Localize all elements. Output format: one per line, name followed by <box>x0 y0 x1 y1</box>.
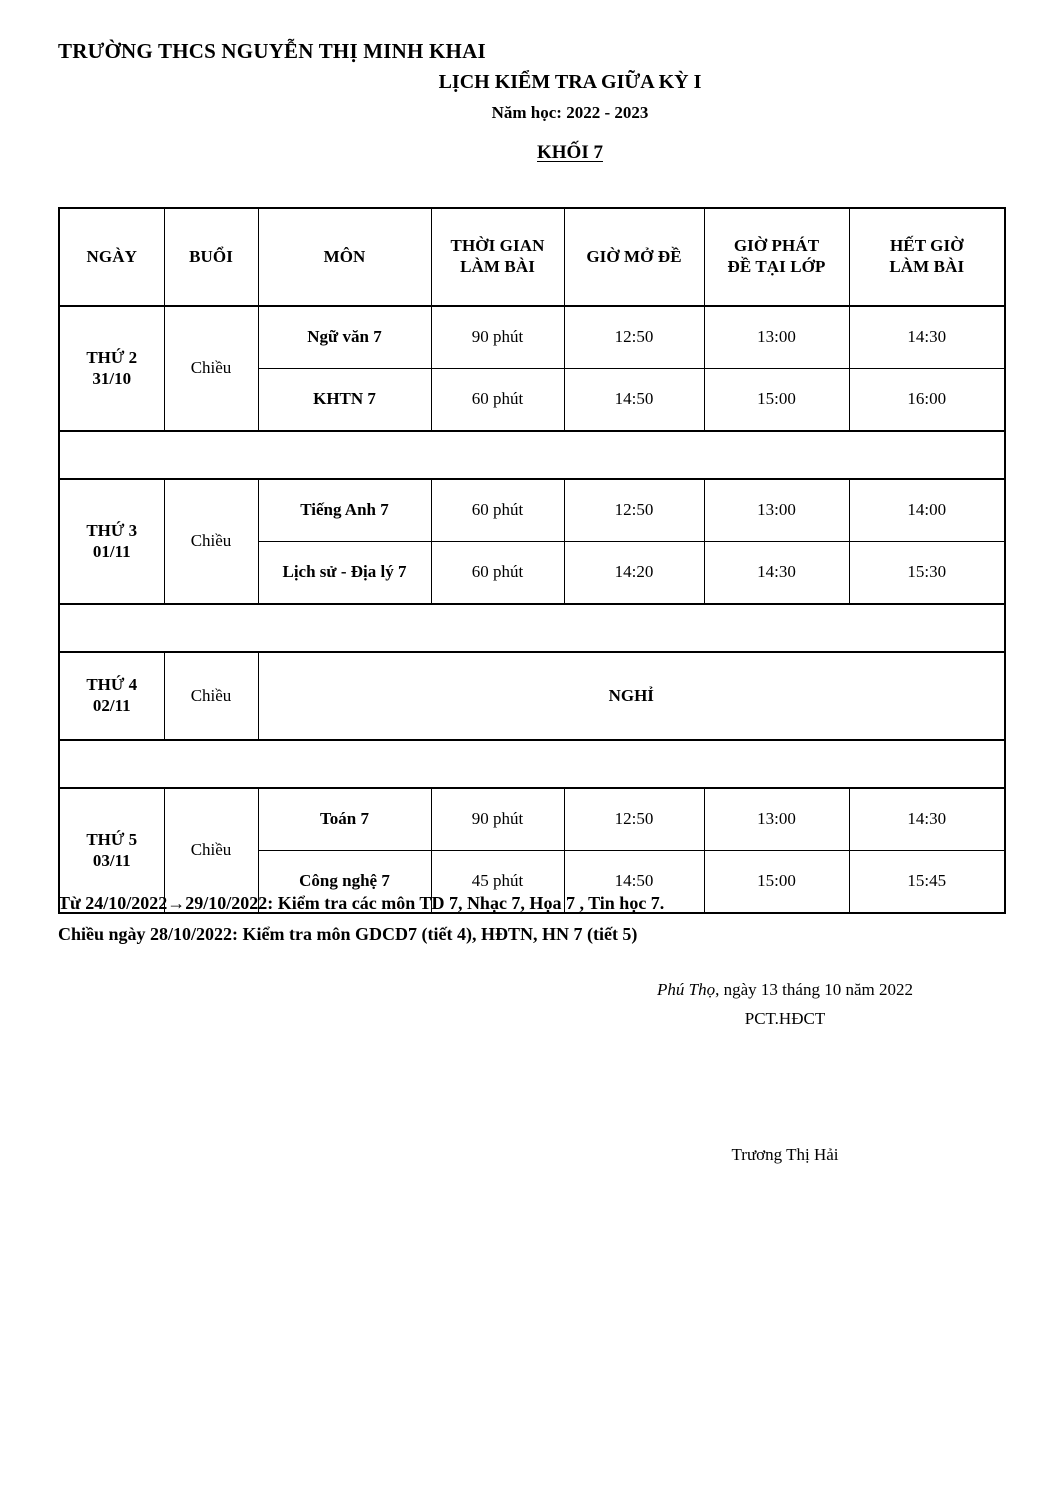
day-cell-0 <box>59 306 164 431</box>
spacer-cell-0 <box>59 431 1005 479</box>
note-line-1: Từ 24/10/2022→29/10/2022: Kiểm tra các môn TD 7, Nhạc 7, Họa 7 , Tin học 7. <box>58 893 665 913</box>
duration-cell-0-0: 90 phút <box>431 306 564 369</box>
table-row <box>59 788 1005 851</box>
col-header-gio-phat-de-line2: ĐỀ TẠI LỚP <box>727 257 826 276</box>
day-date-0: 31/10 <box>92 368 132 388</box>
open-time-cell-3-1: 14:50 <box>564 851 704 914</box>
subject-cell-0-0: Ngữ văn 7 <box>258 306 431 369</box>
notes-section <box>58 888 1004 950</box>
col-header-gio-mo-de-line1: GIỜ MỞ ĐỀ <box>586 246 682 266</box>
subject-cell-3-1: Công nghệ 7 <box>258 851 431 914</box>
day-name-3: THỨ 5 <box>86 829 138 849</box>
day-date-3: 03/11 <box>92 850 131 870</box>
handout-time-cell-0-0: 13:00 <box>704 306 849 369</box>
signature-block <box>560 978 1010 1031</box>
subject-cell-0-1: KHTN 7 <box>258 369 431 432</box>
note-line-2: Chiều ngày 28/10/2022: Kiểm tra môn GDCD7 (tiết 4), HĐTN, HN 7 (tiết 5) <box>58 923 638 944</box>
spacer-cell-2 <box>59 740 1005 788</box>
col-header-mon-line1: MÔN <box>323 246 366 266</box>
col-header-het-gio-line2: LÀM BÀI <box>889 257 965 276</box>
school-year: Năm học: 2022 - 2023 <box>491 103 649 123</box>
day-name-0: THỨ 2 <box>86 347 138 367</box>
duration-cell-1-1: 60 phút <box>431 542 564 605</box>
col-header-gio-phat-de <box>704 208 849 306</box>
day-name-2: THỨ 4 <box>86 675 138 695</box>
open-time-cell-1-0: 12:50 <box>564 479 704 542</box>
day-cell-2 <box>59 652 164 740</box>
col-header-buoi <box>164 208 258 306</box>
col-header-het-gio-lam-bai <box>849 208 1005 306</box>
schedule-table-body <box>59 208 1005 913</box>
handout-time-cell-3-0: 13:00 <box>704 788 849 851</box>
session-cell-1: Chiều <box>164 479 258 604</box>
session-cell-3: Chiều <box>164 788 258 913</box>
table-row <box>59 306 1005 369</box>
table-row <box>59 479 1005 542</box>
col-header-ngay <box>59 208 164 306</box>
day-cell-1 <box>59 479 164 604</box>
open-time-cell-0-1: 14:50 <box>564 369 704 432</box>
session-cell-0: Chiều <box>164 306 258 431</box>
signature-date: , ngày 13 tháng 10 năm 2022 <box>715 980 913 999</box>
col-header-buoi-line1: BUỔI <box>189 246 233 266</box>
spacer-row-1 <box>59 604 1005 652</box>
end-time-cell-0-0: 14:30 <box>849 306 1005 369</box>
document-header <box>58 38 1004 164</box>
handout-time-cell-1-0: 13:00 <box>704 479 849 542</box>
grade-label-row <box>58 142 1004 164</box>
open-time-cell-0-0: 12:50 <box>564 306 704 369</box>
day-name-1: THỨ 3 <box>86 520 138 540</box>
day-date-1: 01/11 <box>92 541 131 561</box>
signature-place: Phú Thọ <box>657 980 716 999</box>
session-cell-2: Chiều <box>164 652 258 740</box>
col-header-thoi-gian-line1: THỜI GIAN <box>450 236 545 256</box>
handout-time-cell-1-1: 14:30 <box>704 542 849 605</box>
col-header-thoi-gian-lam-bai <box>431 208 564 306</box>
end-time-cell-3-0: 14:30 <box>849 788 1005 851</box>
signature-place-date <box>560 978 1010 1003</box>
duration-cell-1-0: 60 phút <box>431 479 564 542</box>
schedule-table <box>58 207 1006 914</box>
signature-name: Trương Thị Hải <box>731 1145 839 1164</box>
subject-cell-3-0: Toán 7 <box>258 788 431 851</box>
open-time-cell-3-0: 12:50 <box>564 788 704 851</box>
school-name: TRƯỜNG THCS NGUYỄN THỊ MINH KHAI <box>58 39 486 63</box>
col-header-mon <box>258 208 431 306</box>
day-date-2: 02/11 <box>92 696 131 715</box>
col-header-thoi-gian-line2: LÀM BÀI <box>460 257 535 276</box>
spacer-row-0 <box>59 431 1005 479</box>
grade-label: KHỐI 7 <box>537 142 603 164</box>
table-row <box>59 652 1005 740</box>
subject-cell-1-0: Tiếng Anh 7 <box>258 479 431 542</box>
signature-role: PCT.HĐCT <box>744 1008 826 1028</box>
spacer-cell-1 <box>59 604 1005 652</box>
handout-time-cell-0-1: 15:00 <box>704 369 849 432</box>
handout-time-cell-3-1: 15:00 <box>704 851 849 914</box>
schedule-table-container <box>58 207 1004 914</box>
subject-cell-1-1: Lịch sử - Địa lý 7 <box>258 542 431 605</box>
col-header-het-gio-line1: HẾT GIỜ <box>889 236 964 256</box>
duration-cell-0-1: 60 phút <box>431 369 564 432</box>
col-header-gio-phat-de-line1: GIỜ PHÁT <box>733 236 820 256</box>
col-header-gio-mo-de <box>564 208 704 306</box>
duration-cell-3-1: 45 phút <box>431 851 564 914</box>
table-header-row <box>59 208 1005 306</box>
document-title: LỊCH KIỂM TRA GIỮA KỲ I <box>438 71 702 94</box>
rest-day-cell: NGHỈ <box>258 652 1005 740</box>
end-time-cell-0-1: 16:00 <box>849 369 1005 432</box>
duration-cell-3-0: 90 phút <box>431 788 564 851</box>
end-time-cell-1-0: 14:00 <box>849 479 1005 542</box>
end-time-cell-3-1: 15:45 <box>849 851 1005 914</box>
end-time-cell-1-1: 15:30 <box>849 542 1005 605</box>
open-time-cell-1-1: 14:20 <box>564 542 704 605</box>
spacer-row-2 <box>59 740 1005 788</box>
col-header-ngay-line1: NGÀY <box>86 246 137 266</box>
